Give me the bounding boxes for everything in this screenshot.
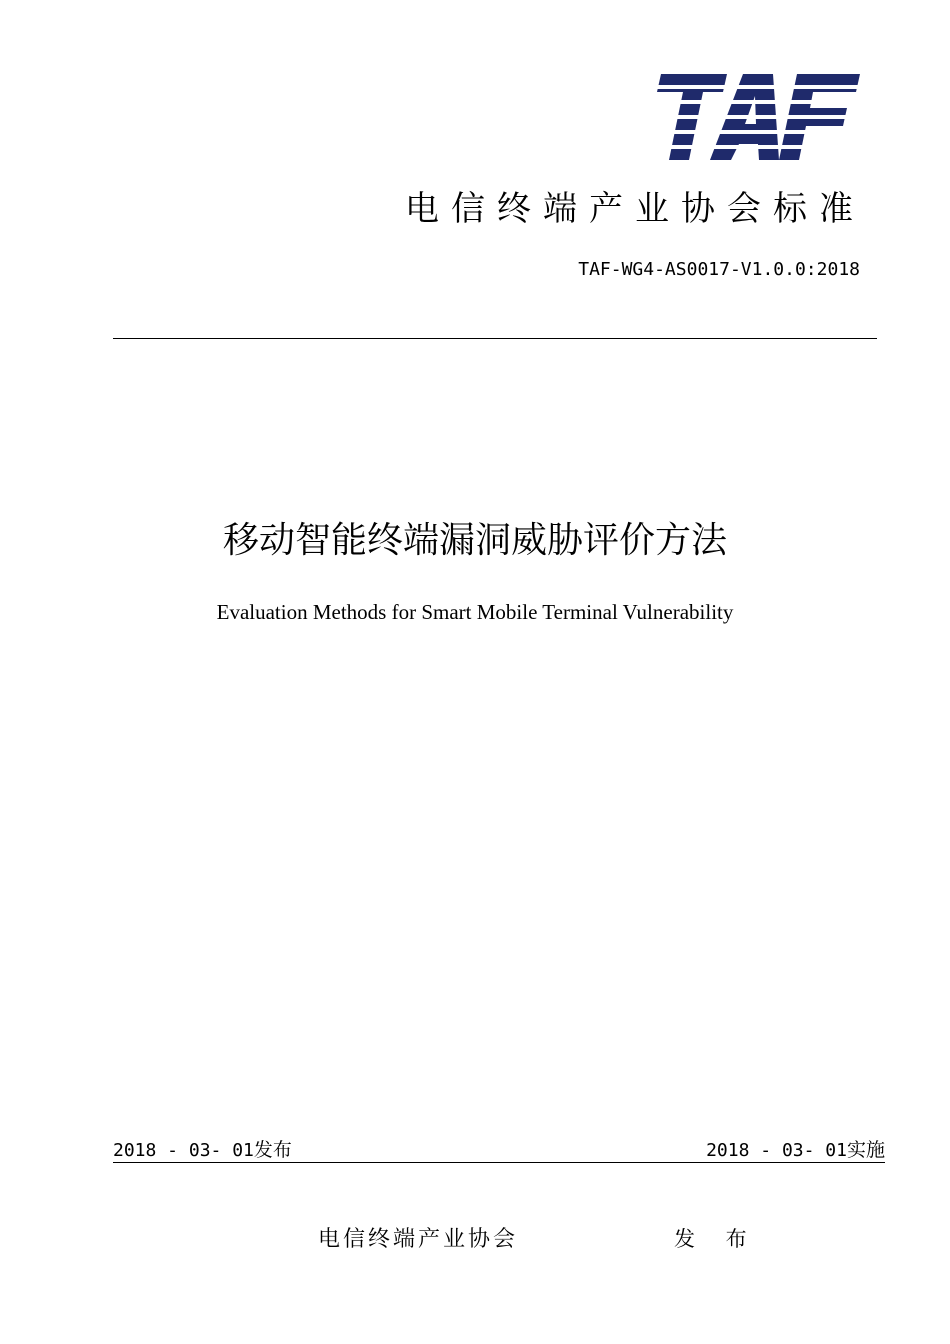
logo-text: TAF <box>655 74 657 75</box>
taf-logo <box>655 74 860 160</box>
publisher-name: 电信终端产业协会 <box>318 1227 519 1252</box>
document-title-chinese: 移动智能终端漏洞威胁评价方法 <box>222 520 727 561</box>
top-divider <box>113 338 877 339</box>
standard-number: TAF-WG4-AS0017-V1.0.0:2018 <box>578 259 860 280</box>
bottom-divider <box>113 1162 885 1163</box>
release-date: 2018 - 03- 01 <box>113 1140 254 1161</box>
implement-label: 实施 <box>846 1139 885 1161</box>
release-label: 发布 <box>253 1139 292 1161</box>
implement-date-line <box>706 1137 885 1164</box>
publish-label: 发 布 <box>674 1227 759 1251</box>
release-date-line <box>113 1137 292 1164</box>
document-title-english: Evaluation Methods for Smart Mobile Terminal Vulnerability <box>216 600 734 624</box>
org-standard-title: 电信终端产业协会标准 <box>405 189 865 229</box>
implement-date: 2018 - 03- 01 <box>706 1140 847 1161</box>
